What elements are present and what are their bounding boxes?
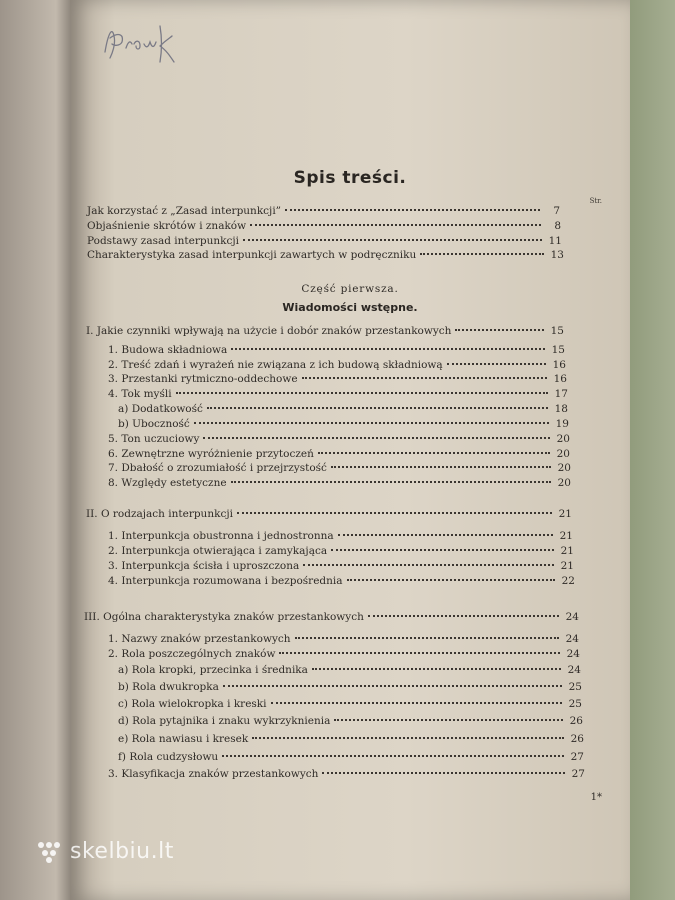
dot-leader	[295, 637, 559, 639]
toc-label: 1. Budowa składniowa	[108, 344, 228, 356]
toc-section-row	[108, 530, 573, 542]
dot-leader	[231, 348, 545, 350]
toc-page: 15	[550, 325, 564, 337]
toc-intro-row	[87, 205, 560, 217]
signature-mark: 1*	[590, 792, 602, 803]
toc-page: 16	[553, 373, 567, 385]
dot-leader	[176, 392, 548, 394]
toc-label: 2. Treść zdań i wyrażeń nie związana z ich budową składniową	[108, 359, 443, 371]
toc-intro-row	[87, 235, 562, 247]
toc-label: III. Ogólna charakterystyka znaków przestankowych	[84, 611, 364, 623]
dot-leader	[279, 652, 560, 654]
toc-label: 3. Klasyfikacja znaków przestankowych	[108, 768, 319, 780]
dot-leader	[347, 579, 555, 581]
toc-page: 24	[566, 648, 580, 660]
toc-page: 18	[554, 403, 568, 415]
toc-section-row	[108, 344, 565, 356]
dot-leader	[368, 615, 559, 617]
dot-leader	[252, 737, 564, 739]
toc-subsection-row	[118, 681, 582, 693]
dot-leader	[194, 422, 549, 424]
dot-leader	[237, 512, 552, 514]
dot-leader	[271, 702, 562, 704]
dot-leader	[231, 481, 551, 483]
toc-chapter-row	[84, 611, 579, 623]
toc-label: 6. Zewnętrzne wyróżnienie przytoczeń	[108, 448, 314, 460]
toc-section-row	[108, 648, 580, 660]
toc-label: Jak korzystać z „Zasad interpunkcji”	[87, 205, 282, 217]
dot-leader	[250, 224, 541, 226]
toc-subsection-row	[118, 418, 569, 430]
toc-page: 26	[569, 715, 583, 727]
handwritten-signature	[100, 14, 180, 74]
dot-leader	[223, 685, 562, 687]
toc-label: 7. Dbałość o zrozumiałość i przejrzystość	[108, 462, 327, 474]
toc-label: I. Jakie czynniki wpływają na użycie i dobór znaków przestankowych	[86, 325, 452, 337]
page-title: Spis treści.	[293, 168, 407, 188]
toc-label: 5. Ton uczuciowy	[108, 433, 200, 445]
toc-subsection-row	[118, 733, 584, 745]
toc-chapter-row	[86, 508, 572, 520]
toc-page: 19	[555, 418, 569, 430]
toc-label: c) Rola wielokropka i kreski	[118, 698, 267, 710]
toc-label: 2. Interpunkcja otwierająca i zamykająca	[108, 545, 328, 557]
dot-leader	[203, 437, 550, 439]
watermark-dots-icon	[36, 838, 62, 864]
dot-leader	[222, 755, 564, 757]
toc-label: b) Uboczność	[118, 418, 190, 430]
dot-leader	[334, 719, 563, 721]
toc-section-row	[108, 359, 566, 371]
toc-page: 24	[565, 633, 579, 645]
toc-intro-row	[87, 220, 561, 232]
toc-section-row	[108, 575, 575, 587]
toc-section-row	[108, 388, 568, 400]
toc-section-row	[108, 633, 579, 645]
toc-label: 3. Przestanki rytmiczno-oddechowe	[108, 373, 298, 385]
toc-section-row	[108, 768, 585, 780]
toc-section-row	[108, 560, 574, 572]
toc-page: 21	[560, 560, 574, 572]
toc-page: 22	[561, 575, 575, 587]
toc-label: 8. Względy estetyczne	[108, 477, 227, 489]
toc-page: 21	[560, 545, 574, 557]
dot-leader	[322, 772, 565, 774]
toc-label: f) Rola cudzysłowu	[118, 751, 219, 763]
dot-leader	[455, 329, 544, 331]
toc-label: Podstawy zasad interpunkcji	[87, 235, 239, 247]
toc-label: II. O rodzajach interpunkcji	[86, 508, 233, 520]
toc-label: Objaśnienie skrótów i znaków	[87, 220, 247, 232]
toc-label: 1. Nazwy znaków przestankowych	[108, 633, 291, 645]
dot-leader	[285, 209, 540, 211]
page-column-label: Str.	[589, 197, 602, 205]
toc-page: 25	[568, 681, 582, 693]
toc-label: a) Dodatkowość	[118, 403, 203, 415]
dot-leader	[243, 239, 542, 241]
toc-subsection-row	[118, 715, 583, 727]
part-title: Wiadomości wstępne.	[282, 301, 418, 314]
toc-subsection-row	[118, 403, 568, 415]
toc-page: 7	[553, 205, 560, 217]
toc-label: d) Rola pytajnika i znaku wykrzyknienia	[118, 715, 331, 727]
toc-subsection-row	[118, 751, 584, 763]
toc-page: 26	[570, 733, 584, 745]
toc-section-row	[108, 448, 570, 460]
dot-leader	[302, 377, 547, 379]
toc-page: 20	[557, 477, 571, 489]
toc-page: 16	[552, 359, 566, 371]
dot-leader	[338, 534, 553, 536]
toc-label: 2. Rola poszczególnych znaków	[108, 648, 276, 660]
watermark-text: skelbiu.lt	[70, 838, 174, 864]
toc-page: 27	[570, 751, 584, 763]
toc-section-row	[108, 462, 571, 474]
toc-page: 27	[571, 768, 585, 780]
toc-section-row	[108, 433, 570, 445]
toc-page: 8	[554, 220, 561, 232]
toc-label: Charakterystyka zasad interpunkcji zawartych w podręczniku	[87, 249, 417, 261]
toc-page: 25	[568, 698, 582, 710]
toc-page: 24	[565, 611, 579, 623]
toc-page: 21	[558, 508, 572, 520]
toc-page: 11	[548, 235, 562, 247]
toc-label: 4. Interpunkcja rozumowana i bezpośrednia	[108, 575, 343, 587]
book-page	[70, 0, 630, 900]
dot-leader	[318, 452, 550, 454]
previous-page-edge	[0, 0, 80, 900]
toc-label: b) Rola dwukropka	[118, 681, 219, 693]
toc-label: a) Rola kropki, przecinka i średnika	[118, 664, 308, 676]
toc-page: 20	[556, 433, 570, 445]
toc-label: 3. Interpunkcja ścisła i uproszczona	[108, 560, 300, 572]
dot-leader	[207, 407, 548, 409]
toc-section-row	[108, 545, 574, 557]
dot-leader	[303, 564, 554, 566]
dot-leader	[312, 668, 561, 670]
toc-label: e) Rola nawiasu i kresek	[118, 733, 249, 745]
watermark	[36, 838, 174, 864]
dot-leader	[331, 549, 554, 551]
part-heading: Część pierwsza.	[301, 283, 399, 295]
toc-chapter-row	[86, 325, 564, 337]
dot-leader	[331, 466, 551, 468]
toc-label: 1. Interpunkcja obustronna i jednostronna	[108, 530, 334, 542]
toc-page: 13	[550, 249, 564, 261]
toc-page: 20	[557, 462, 571, 474]
toc-label: 4. Tok myśli	[108, 388, 172, 400]
toc-intro-row	[87, 249, 564, 261]
toc-page: 15	[551, 344, 565, 356]
toc-subsection-row	[118, 698, 582, 710]
toc-page: 24	[567, 664, 581, 676]
dot-leader	[447, 363, 546, 365]
toc-page: 20	[556, 448, 570, 460]
toc-section-row	[108, 373, 567, 385]
toc-subsection-row	[118, 664, 581, 676]
toc-page: 17	[554, 388, 568, 400]
toc-section-row	[108, 477, 571, 489]
dot-leader	[420, 253, 544, 255]
toc-page: 21	[559, 530, 573, 542]
